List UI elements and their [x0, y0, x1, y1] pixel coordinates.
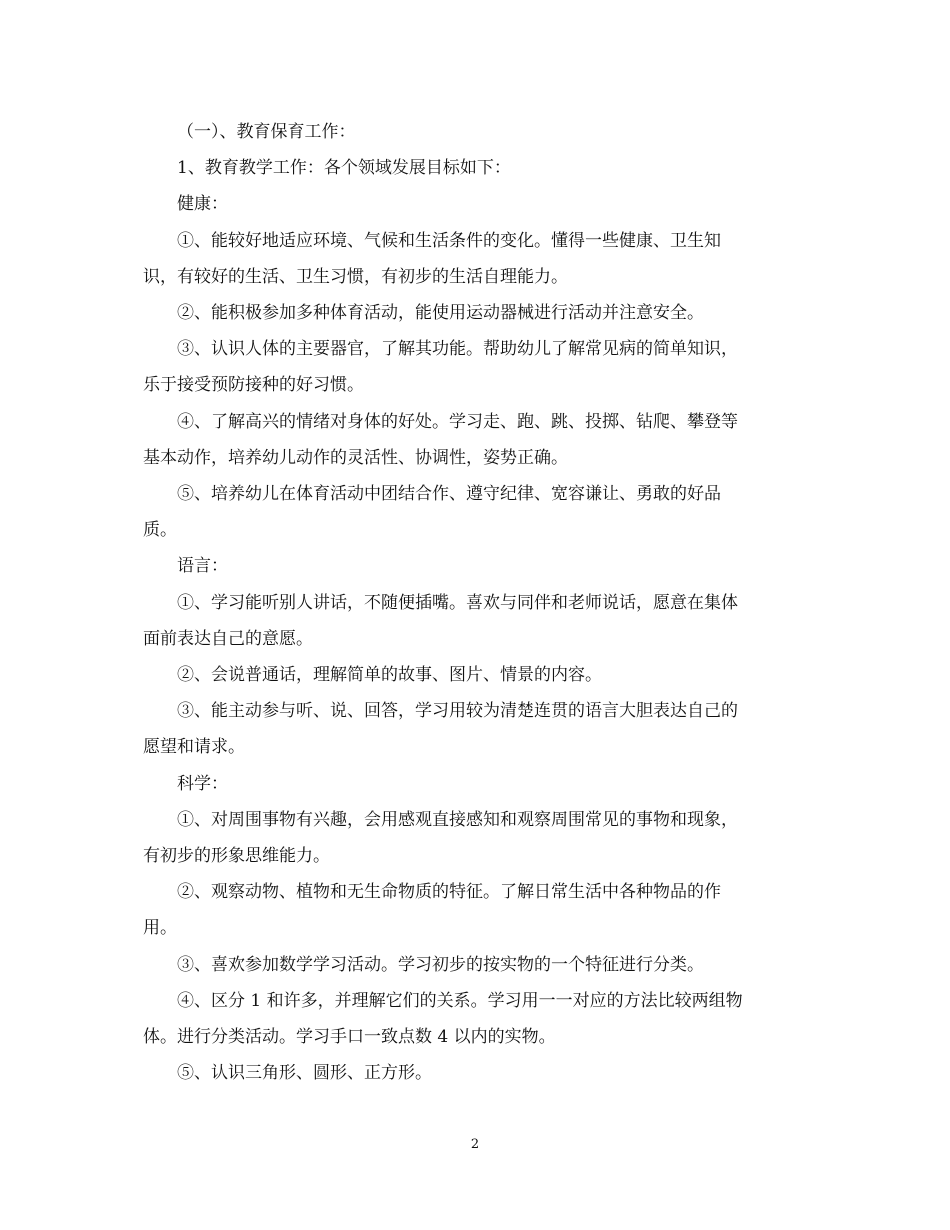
text-line: 有初步的形象思维能力。 — [143, 846, 330, 867]
text-line: 愿望和请求。 — [143, 737, 245, 758]
text-line: 1、教育教学工作：各个领域发展目标如下： — [177, 158, 511, 179]
text-line: 识，有较好的生活、卫生习惯，有初步的生活自理能力。 — [143, 266, 568, 287]
text-line: ⑤、培养幼儿在体育活动中团结合作、遵守纪律、宽容谦让、勇敢的好品 — [177, 484, 721, 505]
text-line: ①、学习能听别人讲话，不随便插嘴。喜欢与同伴和老师说话，愿意在集体 — [177, 592, 738, 613]
text-line: 面前表达自己的意愿。 — [143, 628, 313, 649]
text-line: 基本动作，培养幼儿动作的灵活性、协调性，姿势正确。 — [143, 447, 568, 468]
text-line: 科学： — [177, 773, 228, 794]
text-line: 语言： — [177, 556, 228, 577]
text-line: ②、能积极参加多种体育活动，能使用运动器械进行活动并注意安全。 — [177, 303, 704, 324]
text-line: ②、观察动物、植物和无生命物质的特征。了解日常生活中各种物品的作 — [177, 882, 721, 903]
text-line: 体。进行分类活动。学习手口一致点数 4 以内的实物。 — [143, 1027, 556, 1048]
text-line: 用。 — [143, 918, 177, 939]
text-line: 乐于接受预防接种的好习惯。 — [143, 375, 364, 396]
text-line: ④、了解高兴的情绪对身体的好处。学习走、跑、跳、投掷、钻爬、攀登等 — [177, 411, 738, 432]
text-line: （一）、教育保育工作： — [177, 122, 356, 142]
text-line: ③、能主动参与听、说、回答，学习用较为清楚连贯的语言大胆表达自己的 — [177, 701, 738, 722]
text-line: ③、认识人体的主要器官，了解其功能。帮助幼儿了解常见病的简单知识， — [177, 339, 738, 360]
page-number: 2 — [470, 1137, 480, 1152]
text-line: ②、会说普通话，理解简单的故事、图片、情景的内容。 — [177, 665, 602, 686]
text-line: ①、能较好地适应环境、气候和生活条件的变化。懂得一些健康、卫生知 — [177, 230, 721, 251]
text-line: 健康： — [177, 194, 228, 215]
text-line: 质。 — [143, 520, 177, 541]
text-line: ⑤、认识三角形、圆形、正方形。 — [177, 1063, 432, 1084]
document-body — [143, 114, 805, 1091]
text-line: ③、喜欢参加数学学习活动。学习初步的按实物的一个特征进行分类。 — [177, 954, 704, 975]
text-line: ④、区分 1 和许多，并理解它们的关系。学习用一一对应的方法比较两组物 — [177, 990, 743, 1011]
text-line: ①、对周围事物有兴趣，会用感观直接感知和观察周围常见的事物和现象， — [177, 809, 738, 830]
